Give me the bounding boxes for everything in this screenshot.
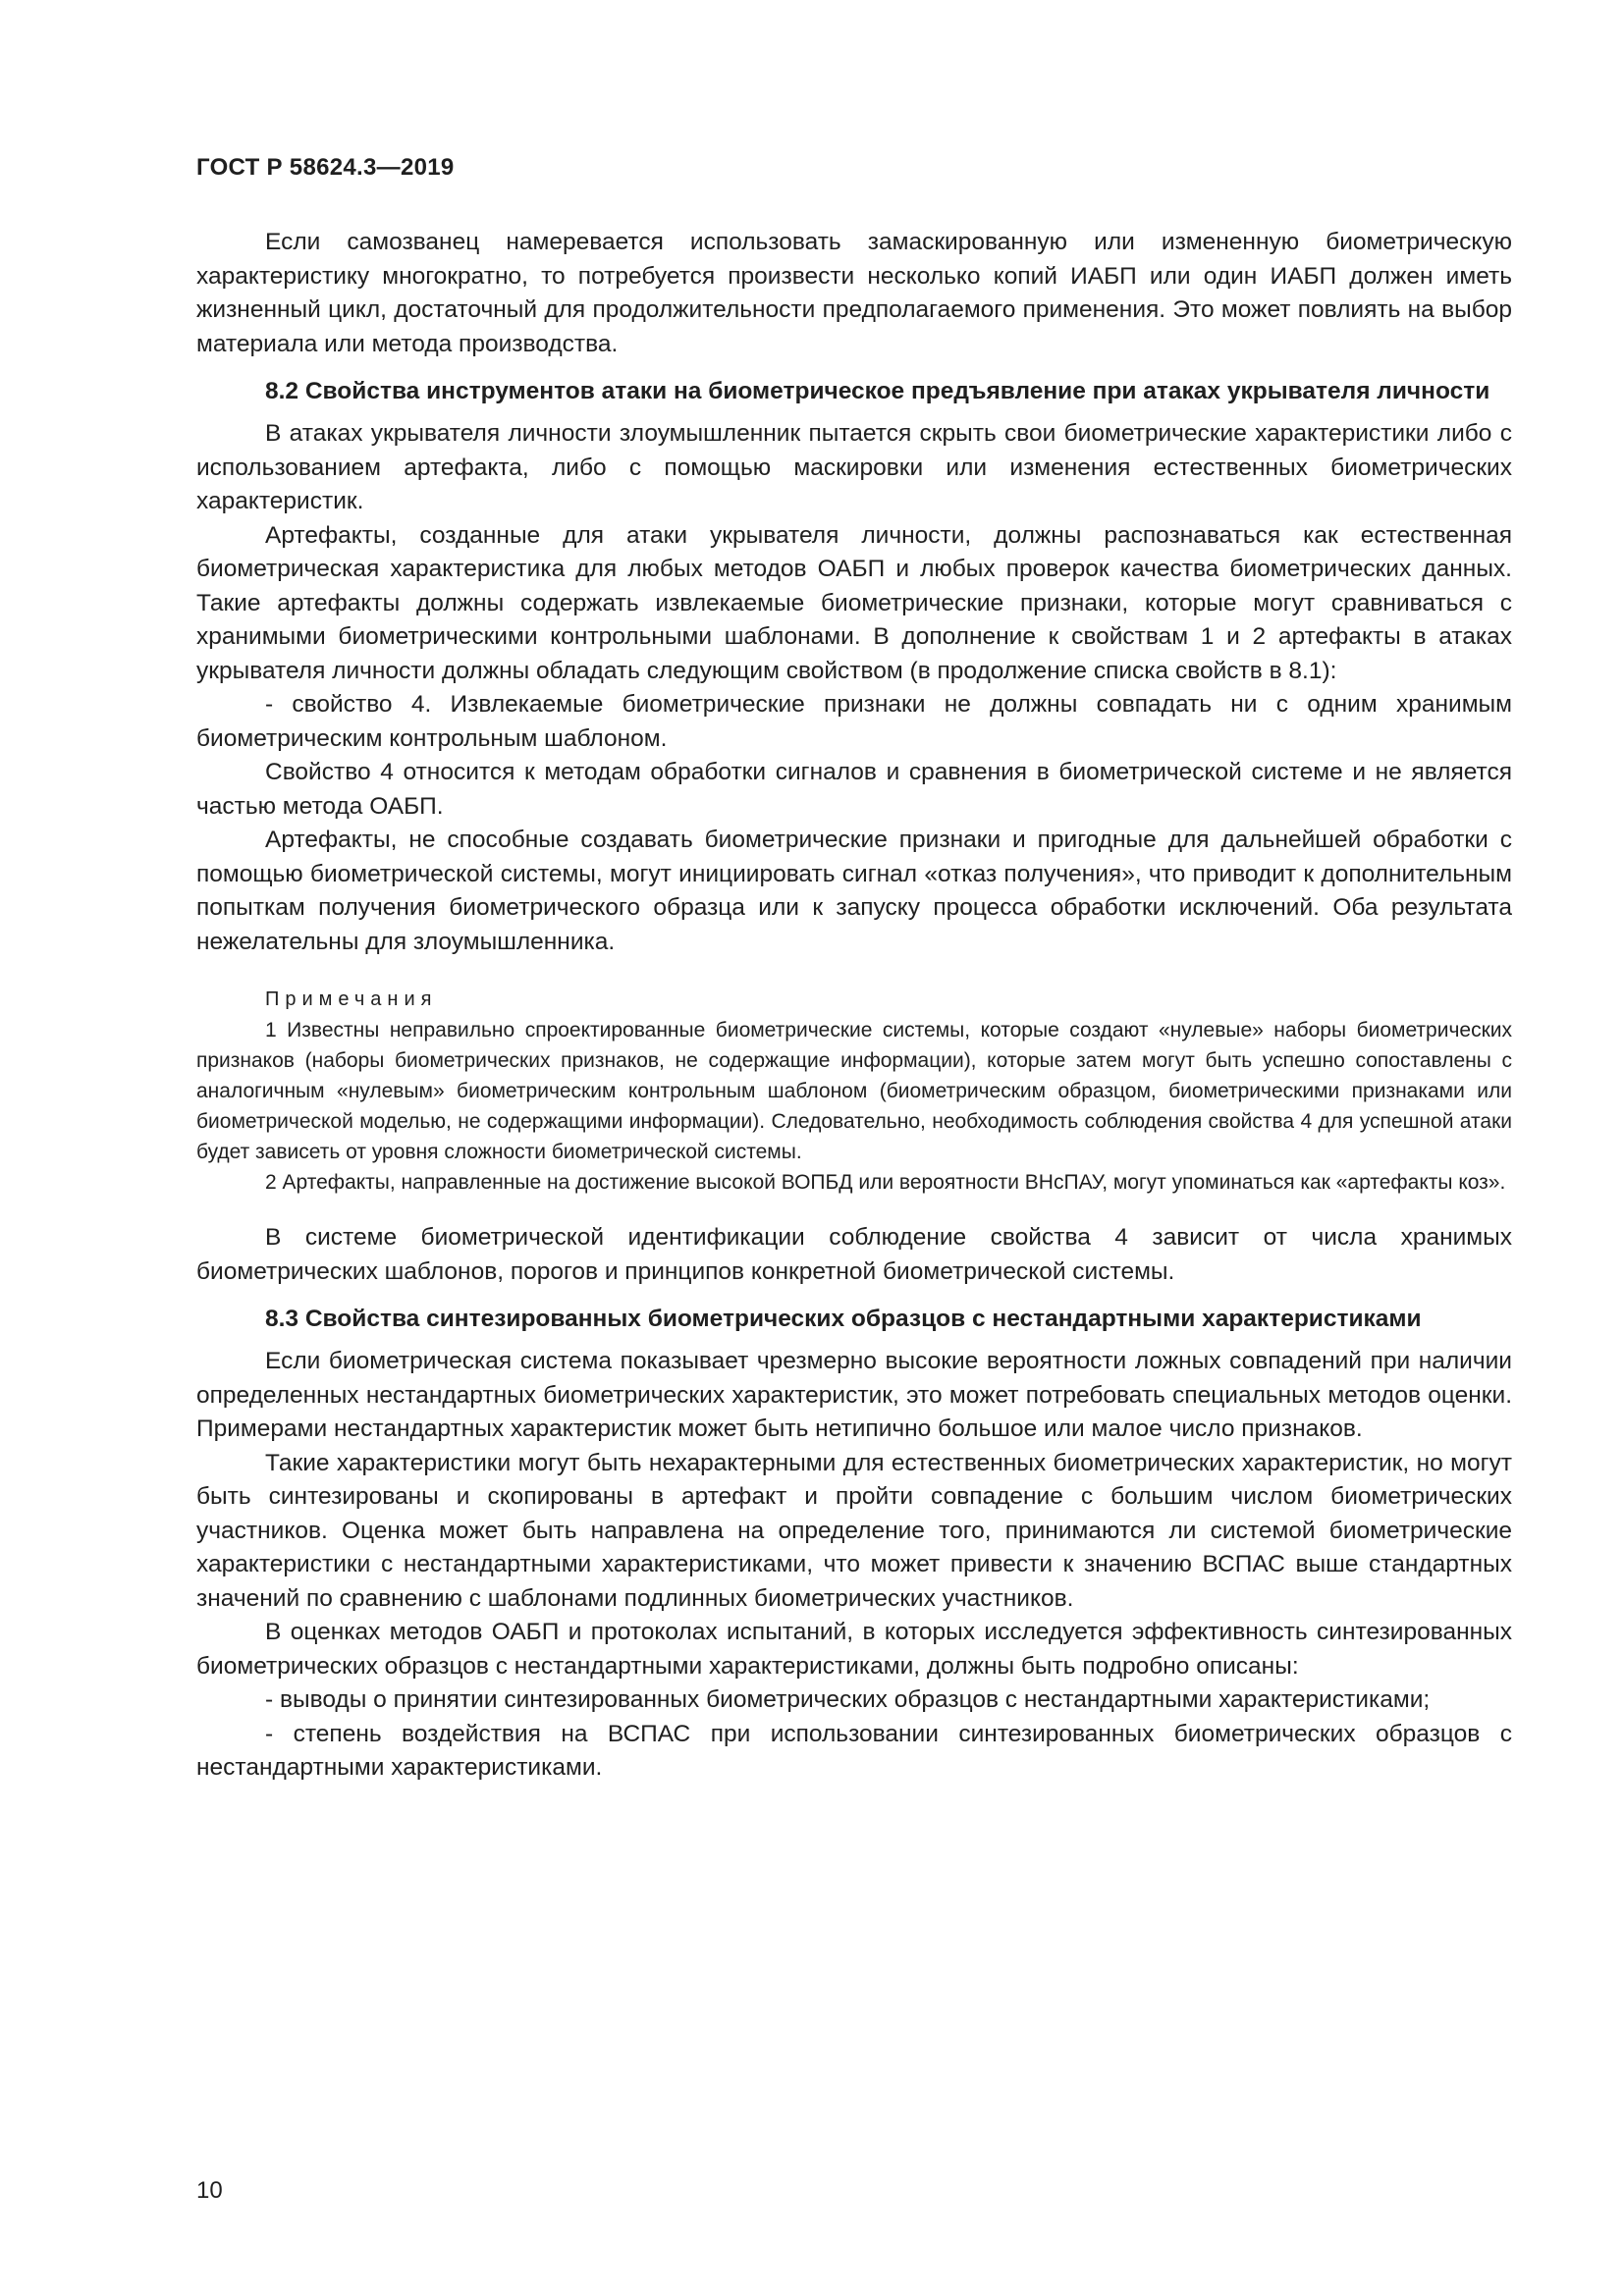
section-8-3-paragraph-1: Если биометрическая система показывает чрезмерно высокие вероятности ложных совпадений при наличии определенных нестандартных биометрических характеристик, это может потребовать специальных методов оценки. Примерами нестандартных характеристик может быть нетипично большое или малое число признаков. bbox=[196, 1348, 1512, 1442]
document-body bbox=[196, 226, 1512, 1786]
section-8-2-heading: 8.2 Свойства инструментов атаки на биометрическое предъявление при атаках укрывателя личности bbox=[265, 378, 1490, 404]
notes-block bbox=[196, 985, 1512, 1198]
note-1: 1 Известны неправильно спроектированные биометрические системы, которые создают «нулевые» наборы биометрических признаков (наборы биометрических признаков, не содержащие информации), которые затем могут быть успешно сопоставлены с аналогичным «нулевым» биометрическим контрольным шаблоном (биометрическим образцом, биометрическими признаками или биометрической моделью, не содержащими информации). Следовательно, необходимость соблюдения свойства 4 для успешной атаки будет зависеть от уровня сложности биометрической системы. bbox=[196, 1019, 1512, 1163]
section-8-3-list-item-1: - выводы о принятии синтезированных биометрических образцов с нестандартными характеристиками; bbox=[265, 1686, 1431, 1713]
section-8-3-paragraph-3: В оценках методов ОАБП и протоколах испытаний, в которых исследуется эффективность синтезированных биометрических образцов с нестандартными характеристиками, должны быть подробно описаны: bbox=[196, 1619, 1512, 1680]
notes-title: Примечания bbox=[265, 988, 438, 1010]
intro-paragraph: Если самозванец намеревается использовать замаскированную или измененную биометрическую характеристику многократно, то потребуется произвести несколько копий ИАБП или один ИАБП должен иметь жизненный цикл, достаточный для продолжительности предполагаемого применения. Это может повлиять на выбор материала или метода производства. bbox=[196, 229, 1512, 357]
section-8-3-list-item-2: - степень воздействия на ВСПАС при использовании синтезированных биометрических образцов с нестандартными характеристиками. bbox=[196, 1720, 1512, 1781]
after-notes-paragraph: В системе биометрической идентификации соблюдение свойства 4 зависит от числа хранимых биометрических шаблонов, порогов и принципов конкретной биометрической системы. bbox=[196, 1224, 1512, 1285]
page-number: 10 bbox=[196, 2177, 223, 2204]
document-code-header: ГОСТ Р 58624.3—2019 bbox=[196, 154, 455, 181]
section-8-2-paragraph-2: Артефакты, созданные для атаки укрывателя личности, должны распознаваться как естественная биометрическая характеристика для любых методов ОАБП и любых проверок качества биометрических данных. Такие артефакты должны содержать извлекаемые биометрические признаки, которые могут сравниваться с хранимыми биометрическими контрольными шаблонами. В дополнение к свойствам 1 и 2 артефакты в атаках укрывателя личности должны обладать следующим свойством (в продолжение списка свойств в 8.1): bbox=[196, 521, 1512, 684]
note-2: 2 Артефакты, направленные на достижение высокой ВОПБД или вероятности ВНсПАУ, могут упоминаться как «артефакты коз». bbox=[265, 1171, 1506, 1194]
section-8-2-paragraph-3: Свойство 4 относится к методам обработки сигналов и сравнения в биометрической системе и не является частью метода ОАБП. bbox=[196, 759, 1512, 820]
section-8-3-paragraph-2: Такие характеристики могут быть нехарактерными для естественных биометрических характеристик, но могут быть синтезированы и скопированы в артефакт и пройти совпадение с большим числом биометрических участников. Оценка может быть направлена на определение того, принимаются ли системой биометрические характеристики с нестандартными характеристиками, что может привести к значению ВСПАС выше стандартных значений по сравнению с шаблонами подлинных биометрических участников. bbox=[196, 1449, 1512, 1612]
section-8-2-paragraph-4: Артефакты, не способные создавать биометрические признаки и пригодные для дальнейшей обработки с помощью биометрической системы, могут инициировать сигнал «отказ получения», что приводит к дополнительным попыткам получения биометрического образца или к запуску процесса обработки исключений. Оба результата нежелательны для злоумышленника. bbox=[196, 827, 1512, 955]
section-8-3-heading: 8.3 Свойства синтезированных биометрических образцов с нестандартными характеристиками bbox=[265, 1306, 1422, 1332]
section-8-2-list-item-1: - свойство 4. Извлекаемые биометрические признаки не должны совпадать ни с одним хранимым биометрическим контрольным шаблоном. bbox=[196, 691, 1512, 752]
section-8-2-paragraph-1: В атаках укрывателя личности злоумышленник пытается скрыть свои биометрические характеристики либо с использованием артефакта, либо с помощью маскировки или изменения естественных биометрических характеристик. bbox=[196, 420, 1512, 514]
